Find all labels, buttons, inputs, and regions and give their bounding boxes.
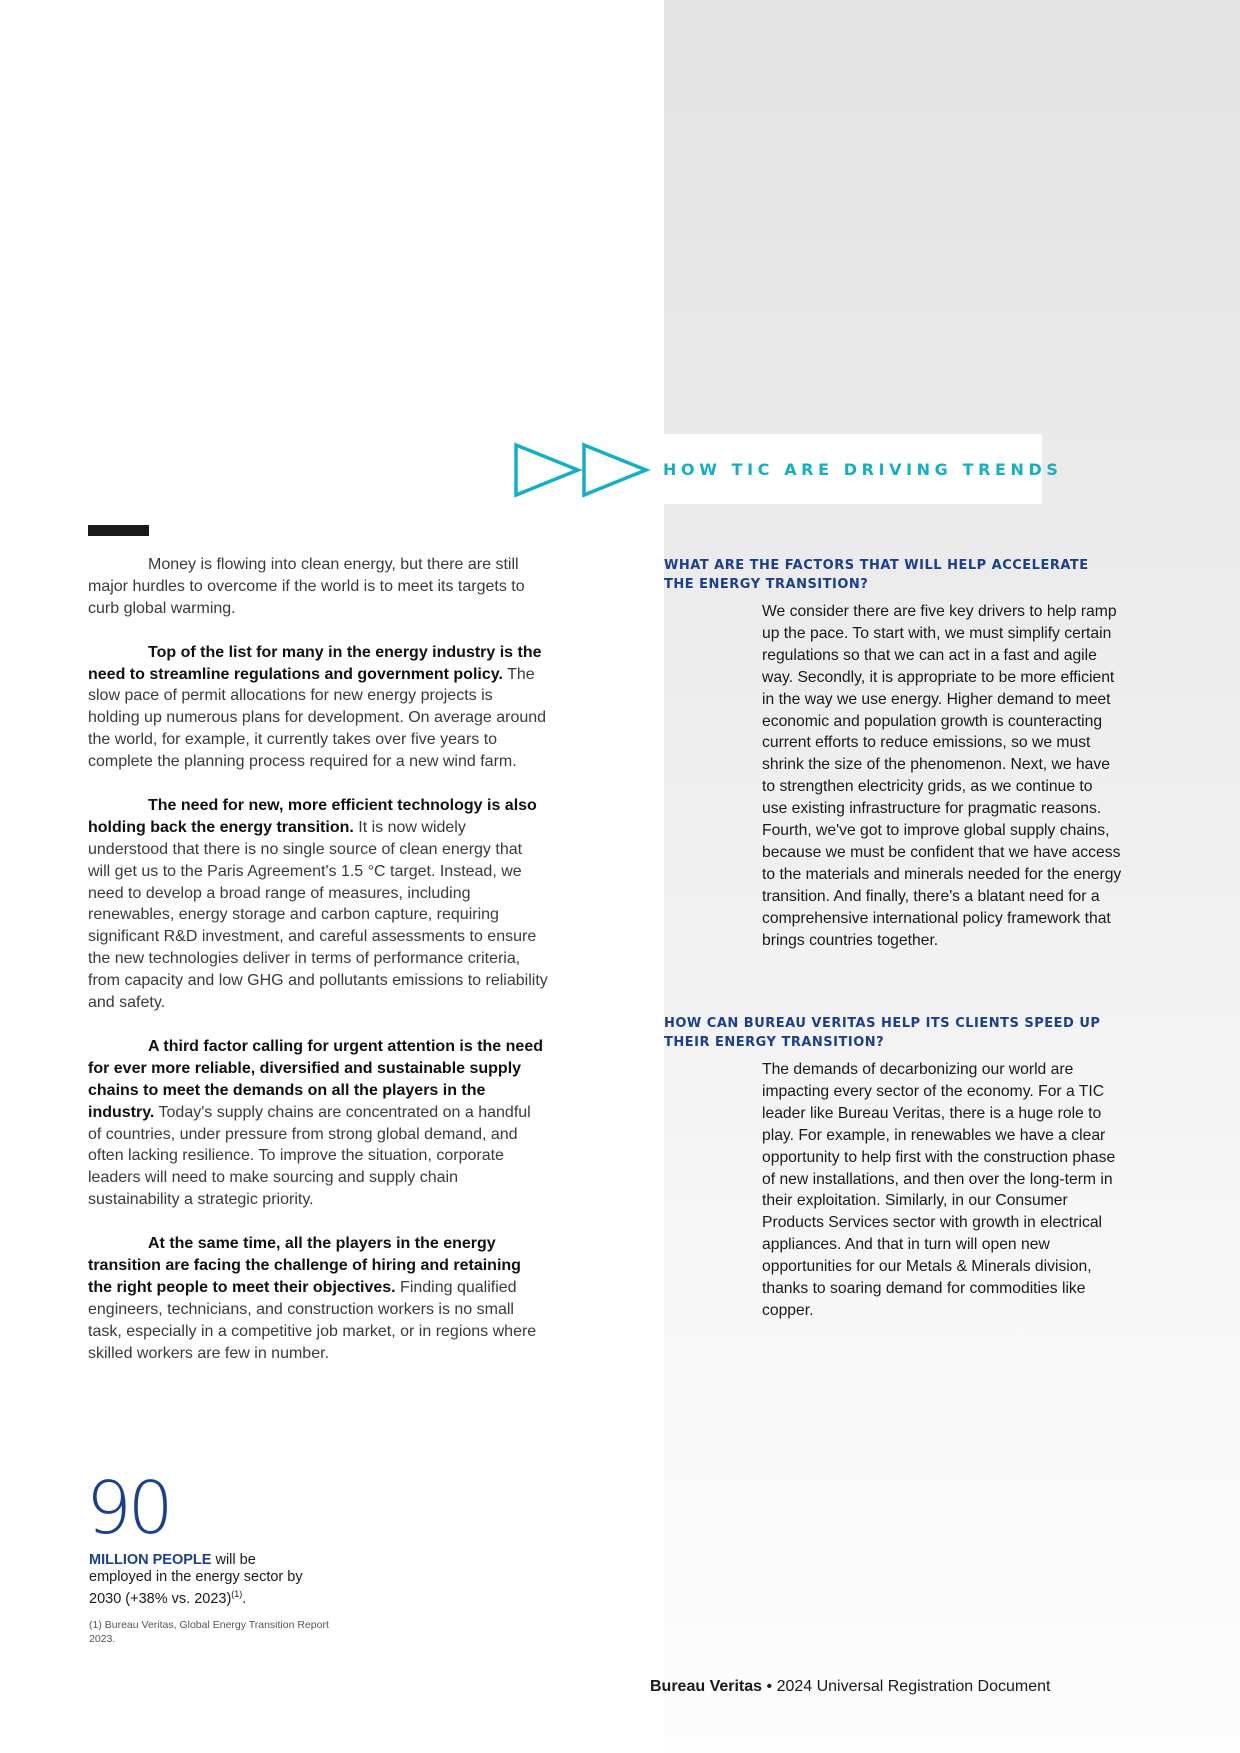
paragraph-text: Money is flowing into clean energy, but there are still major hurdles to overcome if the world is to meet its targets to curb global warming. [88,556,525,617]
paragraph [88,795,548,1014]
paragraph [88,642,548,773]
paragraph [88,1036,548,1211]
section-label: HOW TIC ARE DRIVING TRENDS [663,460,1063,479]
paragraph-lead: Top of the list for many in the energy industry is the need to streamline regulations and government policy. [88,643,542,683]
paragraph-text: Today's supply chains are concentrated on a handful of countries, under pressure from strong global demand, and often lacking resilience. To improve the situation, corporate leaders will need to make sourcing and supply chain sustainability a strategic priority. [88,1103,531,1209]
question-heading: HOW CAN BUREAU VERITAS HELP ITS CLIENTS SPEED UP THEIR ENERGY TRANSITION? [664,1016,1101,1050]
footer-document: 2024 Universal Registration Document [776,1678,1051,1695]
stat-end: . [242,1590,247,1607]
footer-brand: Bureau Veritas [650,1678,763,1695]
page-footer [650,1678,1050,1696]
paragraph-text: Finding qualified engineers, technicians, and construction workers is no small task, especially in a competitive job market, or in regions where skilled workers are few in number. [88,1278,537,1362]
double-arrow-icon [512,440,652,500]
stat-footnote-ref: (1) [231,1589,243,1599]
intro-text-column [88,554,548,1386]
stat-highlight: MILLION PEOPLE [89,1552,212,1568]
stat-text: will be employed in the energy sector by 2030 (+38% vs. 2023) [89,1552,303,1607]
paragraph-lead: The need for new, more efficient technology is also holding back the energy transition. [88,796,537,836]
question-heading: WHAT ARE THE FACTORS THAT WILL HELP ACCELERATE THE ENERGY TRANSITION? [664,558,1089,592]
stat-caption [89,1552,319,1608]
footer-separator: • [762,1678,777,1695]
paragraph-lead: A third factor calling for urgent attention is the need for ever more reliable, diversified and sustainable supply chains to meet the demands on all the players in the industry. [88,1037,543,1121]
answer-text: The demands of decarbonizing our world are impacting every sector of the economy. For a TIC leader like Bureau Veritas, there is a huge role to play. For example, in renewables we have a clear opportunity to help first with the construction phase of new installations, and then over the long-term in their exploitation. Similarly, in our Consumer Products Services sector with growth in electrical appliances. And that in turn will open new opportunities for our Metals & Minerals division, thanks to soaring demand for commodities like copper. [762,1061,1116,1319]
answer-text: We consider there are five key drivers to help ramp up the pace. To start with, we must simplify certain regulations so that we can act in a fast and agile way. Secondly, it is appropriate to be more efficient in the way we use energy. Higher demand to meet economic and population growth is counteracting current efforts to reduce emissions, so we must shrink the size of the phenomenon. Next, we have to strengthen electricity grids, as we continue to use existing infrastructure for pragmatic reasons. Fourth, we've got to improve global supply chains, because we must be confident that we have access to the materials and minerals needed for the energy transition. And finally, there's a blatant need for a comprehensive international policy framework that brings countries together. [762,603,1122,949]
paragraph [88,1233,548,1364]
section-divider [88,525,149,536]
footnote: (1) Bureau Veritas, Global Energy Transition Report 2023. [89,1619,329,1645]
paragraph-text: The slow pace of permit allocations for new energy projects is holding up numerous plans for development. On average around the world, for example, it currently takes over five years to complete the planning process required for a new wind farm. [88,665,547,771]
paragraph-lead: At the same time, all the players in the energy transition are facing the challenge of hiring and retaining the right people to meet their objectives. [88,1235,521,1296]
paragraph-text: It is now widely understood that there is no single source of clean energy that will get us to the Paris Agreement's 1.5 °C target. Instead, we need to develop a broad range of measures, including renewables, energy storage and carbon capture, requiring significant R&D investment, and careful assessments to ensure the new technologies deliver in terms of performance criteria, from capacity and low GHG and pollutants emissions to reliability and safety. [88,818,548,1012]
stat-number: 90 [86,1466,170,1550]
paragraph [88,554,548,620]
